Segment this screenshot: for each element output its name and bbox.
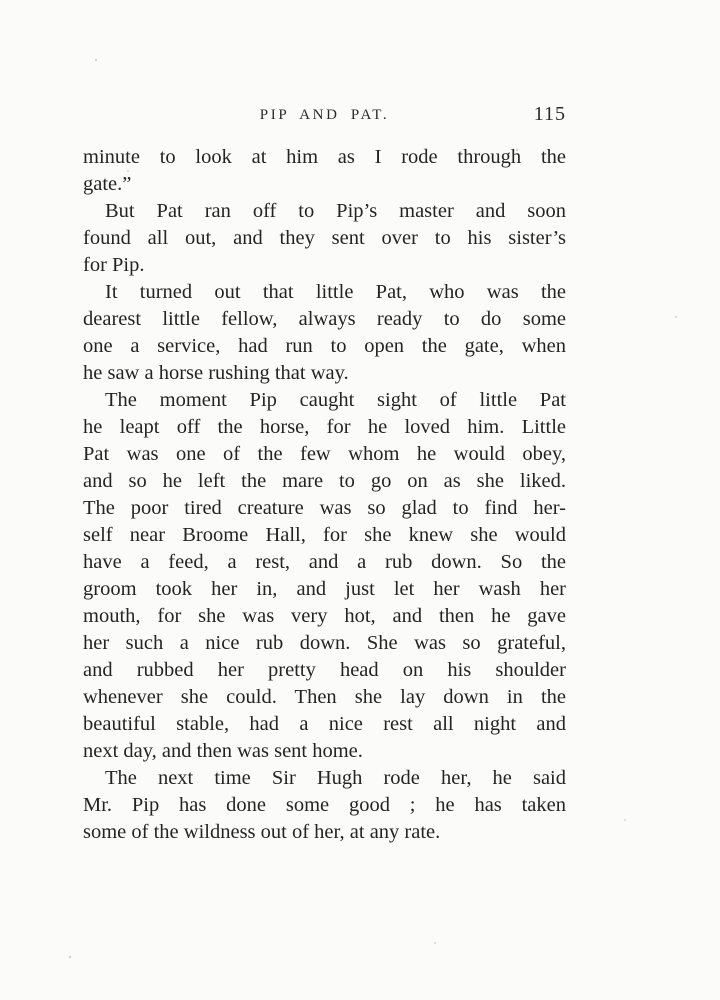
text-line: he saw a horse rushing that way. — [83, 362, 349, 384]
text-line: whenever she could. Then she lay down in the — [83, 686, 566, 708]
text-line: minute to look at him as I rode through the — [83, 146, 566, 168]
text-line: for Pip. — [83, 254, 145, 276]
text-line: and rubbed her pretty head on his shoulder — [83, 659, 566, 681]
text-line: But Pat ran off to Pip’s master and soon — [105, 200, 566, 222]
text-line: beautiful stable, had a nice rest all night and — [83, 713, 566, 735]
text-line: her such a nice rub down. She was so grateful, — [83, 632, 566, 654]
text-line: found all out, and they sent over to his sister’s — [83, 227, 566, 249]
text-line: and so he left the mare to go on as she liked. — [83, 470, 566, 492]
text-line: he leapt off the horse, for he loved him. Little — [83, 416, 566, 438]
page-header — [83, 103, 566, 129]
text-line: Pat was one of the few whom he would obey, — [83, 443, 566, 465]
page-number: 115 — [533, 103, 566, 125]
text-line: The poor tired creature was so glad to find her- — [83, 497, 566, 519]
text-line: self near Broome Hall, for she knew she would — [83, 524, 566, 546]
text-line: The next time Sir Hugh rode her, he said — [105, 767, 566, 789]
body-text — [83, 144, 566, 846]
text-line: mouth, for she was very hot, and then he gave — [83, 605, 566, 627]
text-line: one a service, had run to open the gate, when — [83, 335, 566, 357]
running-title: PIP AND PAT. — [259, 107, 390, 123]
text-line: groom took her in, and just let her wash her — [83, 578, 566, 600]
text-line: The moment Pip caught sight of little Pat — [105, 389, 566, 411]
text-line: dearest little fellow, always ready to do some — [83, 308, 566, 330]
text-line: gate.” — [83, 173, 132, 195]
text-line: Mr. Pip has done some good ; he has taken — [83, 794, 566, 816]
text-line: some of the wildness out of her, at any rate. — [83, 821, 441, 843]
text-line: It turned out that little Pat, who was the — [105, 281, 566, 303]
text-line: have a feed, a rest, and a rub down. So the — [83, 551, 566, 573]
text-line: next day, and then was sent home. — [83, 740, 363, 762]
